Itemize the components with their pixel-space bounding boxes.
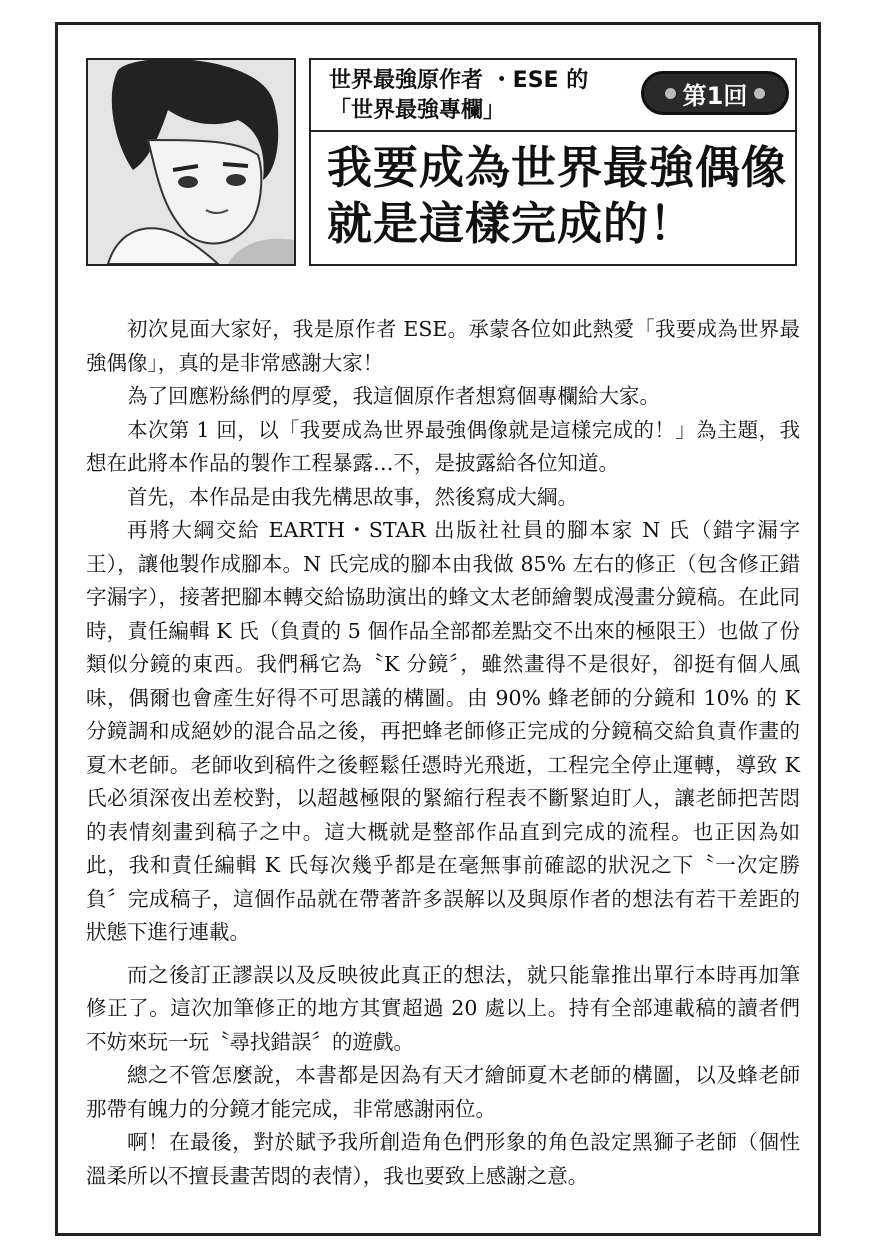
- headline: [327, 140, 787, 252]
- article-paragraph: 首先，本作品是由我先構思故事，然後寫成大綱。: [127, 484, 578, 509]
- article-body: [86, 313, 800, 1193]
- dot-icon: [754, 88, 765, 99]
- article-paragraph: 初次見面大家好，我是原作者 ESE。承蒙各位如此熱愛「我要成為世界最強偶像」，真的是非常感謝大家！: [86, 317, 800, 375]
- article-paragraph: 啊！在最後，對於賦予我所創造角色們形象的角色設定黑獅子老師（個性溫柔所以不擅長畫苦悶的表情），我也要致上感謝之意。: [86, 1130, 800, 1188]
- article-paragraph: 而之後訂正謬誤以及反映彼此真正的想法，就只能靠推出單行本時再加筆修正了。這次加筆修正的地方其實超過 20 處以上。持有全部連載稿的讀者們不妨來玩一玩〝尋找錯誤〞的遊戲。: [86, 962, 800, 1054]
- author-portrait: [86, 58, 296, 266]
- series-title: [329, 66, 588, 126]
- episode-badge-label: 第1回: [682, 81, 748, 110]
- article-paragraph: 再將大綱交給 EARTH・STAR 出版社社員的腳本家 N 氏（錯字漏字王），讓他製作成腳本。N 氏完成的腳本由我做 85% 左右的修正（包含修正錯字漏字），接著把腳本轉交給協助演出的蜂文太老師繪製成漫畫分鏡稿。在此同時，責任編輯 K 氏（負責的 5 個作品全部都差點交不出來的極限王）也做了份類似分鏡的東西。我們稱它為〝K 分鏡〞，雖然畫得不是很好，卻挺有個人風味，偶爾也會產生好得不可思議的構圖。由 90% 蜂老師的分鏡和 10% 的 K 分鏡調和成絕妙的混合品之後，再把蜂老師修正完成的分鏡稿交給負責作畫的夏木老師。老師收到稿件之後輕鬆任憑時光飛逝，工程完全停止運轉，導致 K 氏必須深夜出差校對，以超越極限的緊縮行程表不斷緊迫盯人，讓老師把苦悶的表情刻畫到稿子之中。這大概就是整部作品直到完成的流程。也正因為如此，我和責任編輯 K 氏每次幾乎都是在毫無事前確認的狀況之下〝一次定勝負〞完成稿子，這個作品就在帶著許多誤解以及與原作者的想法有若干差距的狀態下進行連載。: [86, 518, 800, 944]
- column-header: [309, 58, 797, 266]
- dot-icon: [665, 88, 676, 99]
- header-divider: [311, 130, 795, 132]
- episode-badge: [641, 71, 789, 115]
- article-paragraph: 本次第 1 回，以「我要成為世界最強偶像就是這樣完成的！」為主題，我想在此將本作品的製作工程暴露…不，是披露給各位知道。: [86, 417, 800, 475]
- article-paragraph: 總之不管怎麼說，本書都是因為有天才繪師夏木老師的構圖，以及蜂老師那帶有魄力的分鏡才能完成，非常感謝兩位。: [86, 1063, 800, 1121]
- article-paragraph: 為了回應粉絲們的厚愛，我這個原作者想寫個專欄給大家。: [127, 384, 660, 408]
- series-title-line1: 世界最強原作者 ・ESE 的: [329, 68, 589, 93]
- headline-line1: 我要成為世界最強偶像: [327, 141, 788, 194]
- author-portrait-icon: [88, 60, 294, 264]
- headline-line2: 就是這樣完成的！: [327, 197, 696, 250]
- series-title-line2: 「世界最強專欄」: [329, 98, 506, 123]
